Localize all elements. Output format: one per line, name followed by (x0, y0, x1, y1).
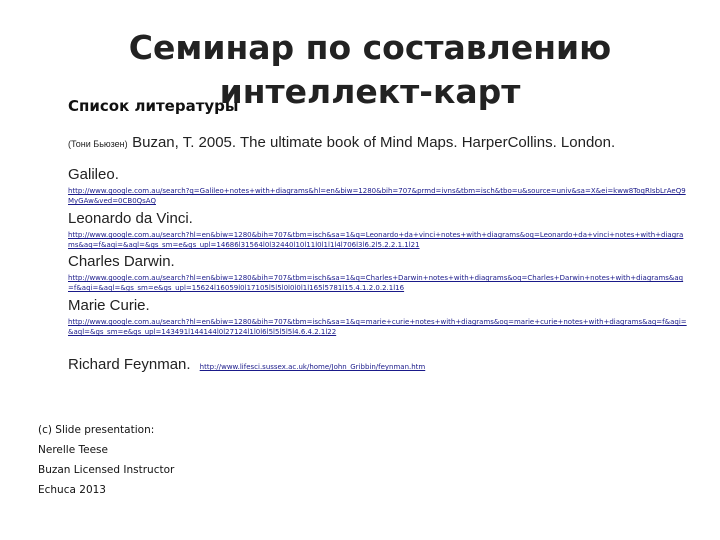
reference-name: Charles Darwin. (68, 253, 175, 270)
reference-name: Richard Feynman. (68, 356, 191, 373)
buzan-citation (68, 134, 688, 152)
reference-link[interactable]: http://www.google.com.au/search?hl=en&biw=1280&bih=707&tbm=isch&sa=1&q=marie+curie+notes+with+diagrams&oq=marie+curie+notes+with+diagrams&aq=f&aqi=&aql=&gs_sm=e&gs_upl=143491l144144l0l27124l1l0l6l5l5l5l5l4.6.4.2.1l22 (68, 318, 687, 336)
buzan-reference: Buzan, T. 2005. The ultimate book of Mind Maps. HarperCollins. London. (132, 134, 616, 151)
reference-curie (68, 297, 688, 337)
reference-name: Galileo. (68, 166, 119, 183)
page-title: Семинар по составлению интеллект-карт (128, 28, 612, 111)
reference-darwin (68, 253, 688, 293)
bibliography-heading: Список литературы (68, 97, 239, 115)
reference-name: Leonardo da Vinci. (68, 210, 193, 227)
buzan-prefix: (Тони Бьюзен) (68, 139, 128, 149)
reference-link[interactable]: http://www.lifesci.sussex.ac.uk/home/John_Gribbin/feynman.htm (199, 363, 426, 371)
reference-link[interactable]: http://www.google.com.au/search?hl=en&biw=1280&bih=707&tbm=isch&sa=1&q=Charles+Darwin+notes+with+diagrams&oq=Charles+Darwin+notes+with+diagrams&aq=f&aqi=&aql=&gs_sm=e&gs_upl=15624l16059l0l17105l5l5l0l0l0l1l165l5781l15.4.1.2.0.2.1l16 (68, 274, 684, 292)
credits-line: (c) Slide presentation: (38, 424, 155, 436)
credits-line: Buzan Licensed Instructor (38, 464, 175, 476)
reference-link[interactable]: http://www.google.com.au/search?q=Galileo+notes+with+diagrams&hl=en&biw=1280&bih=707&prmd=ivns&tbm=isch&tbo=u&source=univ&sa=X&ei=kww8ToqRIsbLrAeQ9MyGAw&ved=0CB0QsAQ (68, 187, 686, 205)
reference-name: Marie Curie. (68, 297, 150, 314)
credits-line: Nerelle Teese (38, 444, 108, 456)
reference-galileo (68, 166, 688, 206)
reference-feynman (68, 354, 688, 374)
credits-block (38, 420, 174, 500)
credits-line: Echuca 2013 (38, 484, 106, 496)
reference-link[interactable]: http://www.google.com.au/search?hl=en&biw=1280&bih=707&tbm=isch&sa=1&q=Leonardo+da+vinci+notes+with+diagrams&oq=Leonardo+da+vinci+notes+with+diagrams&aq=f&aqi=&aql=&gs_sm=e&gs_upl=14686l31564l0l32440l10l11l0l1l1l4l706l3l6.2l5.2.2.1.1l21 (68, 231, 684, 249)
reference-leonardo (68, 210, 688, 250)
